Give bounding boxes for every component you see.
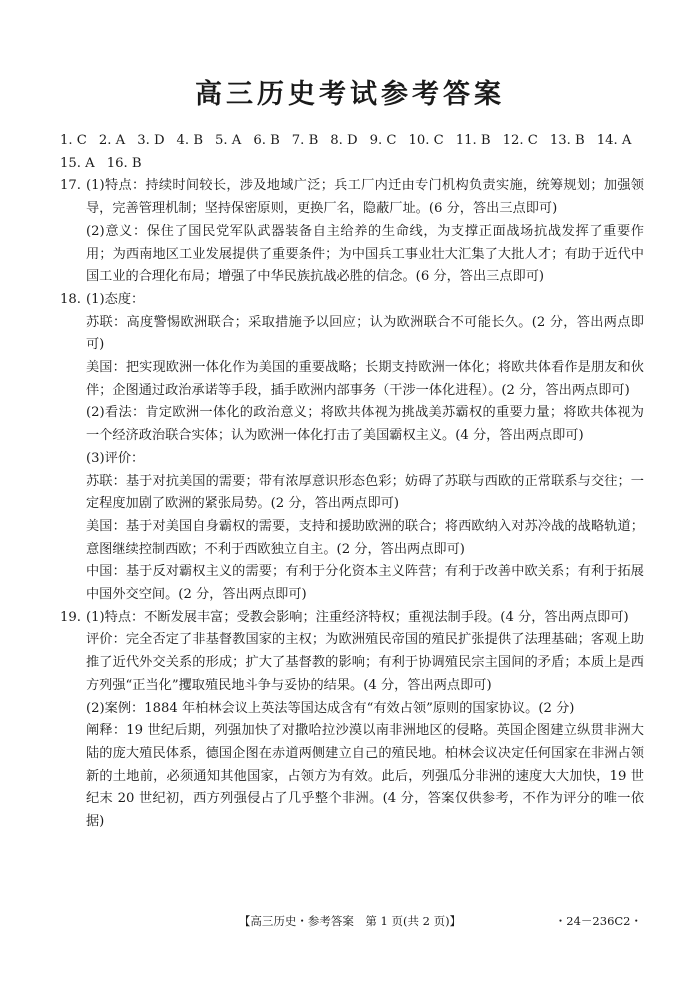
answer-paragraph: 苏联：高度警惕欧洲联合；采取措施予以回应；认为欧洲联合不可能长久。(2 分，答出两点即可) — [86, 314, 644, 353]
question-19 — [60, 607, 644, 834]
mc-answer: 1. C — [60, 133, 87, 148]
mc-answer: 2. A — [98, 133, 126, 148]
question-number: 18. — [60, 291, 81, 307]
answer-paragraph: 中国：基于反对霸权主义的需要；有利于分化资本主义阵营；有利于改善中欧关系；有利于拓展中国外交空间。(2 分，答出两点即可) — [86, 564, 644, 603]
mc-answer: 11. B — [455, 133, 491, 148]
mc-answers-line-1 — [60, 130, 644, 153]
footer-page-info: 【高三历史・参考答案 第 1 页(共 2 页)】 — [238, 914, 462, 928]
question-number: 19. — [60, 609, 81, 625]
mc-answer: 9. C — [369, 133, 397, 148]
mc-answer: 5. A — [215, 133, 242, 148]
mc-answer: 14. A — [596, 133, 632, 148]
mc-answer: 4. B — [176, 133, 204, 148]
mc-answer: 6. B — [253, 133, 280, 148]
answer-content — [60, 130, 644, 834]
mc-answer: 8. D — [330, 133, 358, 148]
answer-paragraph: (1)特点：不断发展丰富；受教会影响；注重经济特权；重视法制手段。(4 分，答出两点即可) — [86, 609, 629, 625]
mc-answer: 16. B — [106, 155, 142, 171]
answer-paragraph: 苏联：基于对抗美国的需要；带有浓厚意识形态色彩；妨碍了苏联与西欧的正常联系与交往；一定程度加剧了欧洲的紧张局势。(2 分，答出两点即可) — [86, 473, 644, 512]
mc-answer: 12. C — [502, 133, 538, 148]
question-17 — [60, 175, 644, 289]
mc-answers-line-2 — [60, 153, 644, 176]
question-18 — [60, 289, 644, 607]
answer-paragraph: 评价：完全否定了非基督教国家的主权；为欧洲殖民帝国的殖民扩张提供了法理基础；客观上助推了近代外交关系的形成；扩大了基督教的影响；有利于协调殖民宗主国间的矛盾；本质上是西方列强“正当化”攫取殖民地斗争与妥协的结果。(4 分，答出两点即可) — [86, 632, 644, 693]
mc-answer: 13. B — [549, 133, 585, 148]
answer-paragraph: (2)案例：1884 年柏林会议上英法等国达成含有“有效占领”原则的国家协议。(2 分) — [86, 700, 575, 716]
answer-paragraph: (1)态度： — [86, 291, 145, 307]
page-title: 高三历史考试参考答案 — [195, 79, 505, 110]
mc-answer: 10. C — [408, 133, 444, 148]
answer-paragraph: (2)意义：保住了国民党军队武器装备自主给养的生命线，为支撑正面战场抗战发挥了重要作用；为西南地区工业发展提供了重要条件；为中国兵工事业壮大汇集了大批人才；有助于近代中国工业的合理化布局；增强了中华民族抗战必胜的信念。(6 分，答出三点即可) — [86, 223, 644, 285]
answer-paragraph: 阐释：19 世纪后期，列强加快了对撒哈拉沙漠以南非洲地区的侵略。英国企图建立纵贯非洲大陆的庞大殖民体系，德国企图在赤道两侧建立自己的殖民地。柏林会议决定任何国家在非洲占领新的土地前，必须通知其他国家，占领方为有效。此后，列强瓜分非洲的速度大大加快，19 世纪末 20 世纪初，西方列强侵占了几乎整个非洲。(4 分，答案仅供参考，不作为评分的唯一依据) — [86, 723, 644, 830]
mc-answer: 7. B — [291, 133, 319, 148]
answer-paragraph: (1)特点：持续时间较长，涉及地域广泛；兵工厂内迁由专门机构负责实施，统筹规划；加强领导，完善管理机制；坚持保密原则，更换厂名，隐蔽厂址。(6 分，答出三点即可) — [86, 178, 644, 217]
answer-paragraph: (3)评价： — [86, 450, 145, 466]
answer-paragraph: (2)看法：肯定欧洲一体化的政治意义；将欧共体视为挑战美苏霸权的重要力量；将欧共体视为一个经济政治联合实体；认为欧洲一体化打击了美国霸权主义。(4 分，答出两点即可) — [86, 405, 644, 444]
mc-answer: 15. A — [60, 155, 95, 171]
mc-answer: 3. D — [137, 133, 165, 148]
answer-paragraph: 美国：基于对美国自身霸权的需要，支持和援助欧洲的联合；将西欧纳入对苏冷战的战略轨道；意图继续控制西欧；不利于西欧独立自主。(2 分，答出两点即可) — [86, 518, 644, 557]
question-number: 17. — [60, 178, 81, 194]
footer-doc-code: ・24－236C2・ — [554, 914, 642, 928]
answer-paragraph: 美国：把实现欧洲一体化作为美国的重要战略；长期支持欧洲一体化；将欧共体看作是朋友和伙伴；企图通过政治承诺等手段，插手欧洲内部事务（干涉一体化进程）。(2 分，答出两点即可) — [86, 360, 644, 398]
